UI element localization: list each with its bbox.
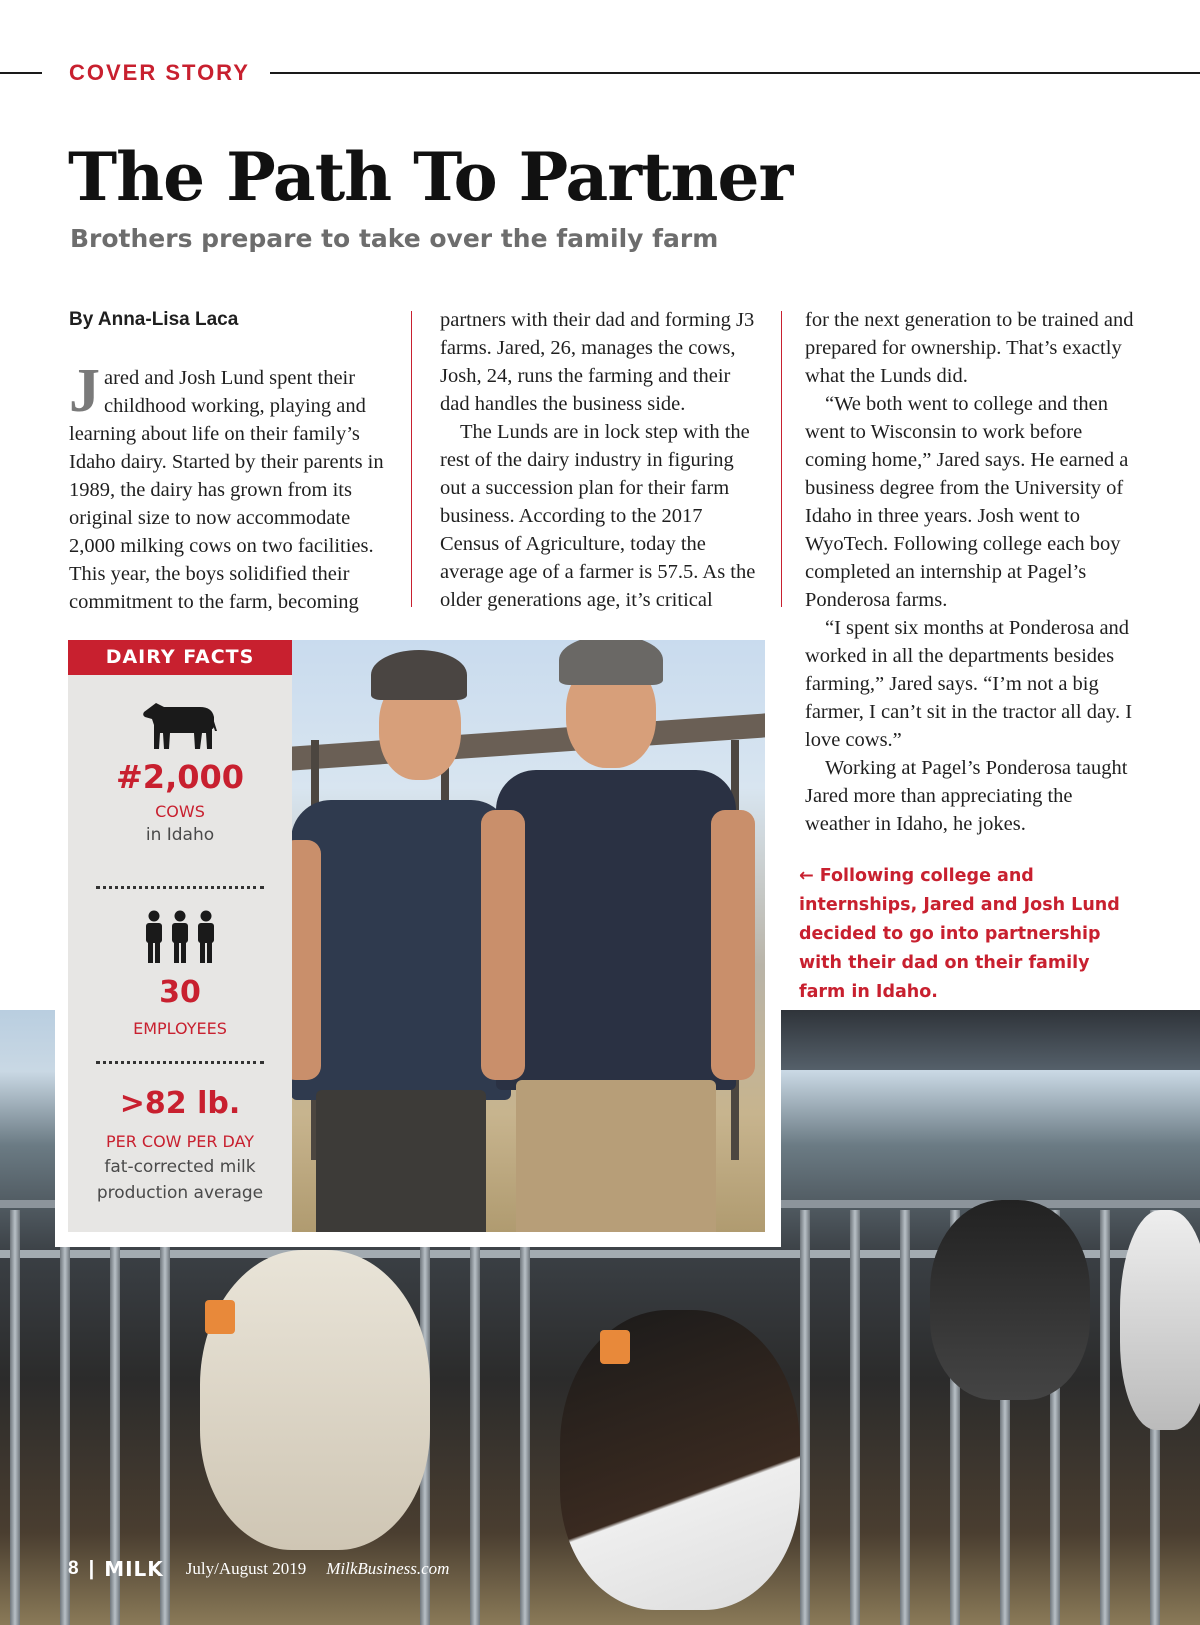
article-column-1 <box>69 306 387 616</box>
section-rule-right <box>270 72 1200 74</box>
section-rule-left <box>0 72 42 74</box>
stall-bar <box>850 1210 860 1625</box>
issue-date: July/August 2019 <box>185 1559 307 1578</box>
article-paragraph: Working at Pagel’s Ponderosa taught Jared more than appreciating the weather in Idaho, he jokes. <box>805 757 1128 835</box>
fact-employees-value: 30 <box>159 975 201 1010</box>
fact-divider <box>96 1061 264 1064</box>
article-subtitle: Brothers prepare to take over the family farm <box>70 224 719 253</box>
fact-cows-note: in Idaho <box>145 825 215 845</box>
people-icon <box>142 910 218 964</box>
section-label: COVER STORY <box>69 60 250 85</box>
column-divider <box>411 311 412 607</box>
fact-milk-note: fat-corrected milk <box>104 1157 256 1177</box>
drop-cap: J <box>69 357 100 425</box>
stall-bar <box>900 1210 910 1625</box>
article-column-3 <box>805 306 1140 838</box>
cow-head-black <box>560 1310 800 1610</box>
fact-divider <box>96 886 264 889</box>
stall-bar <box>10 1210 20 1625</box>
article-paragraph: “We both went to college and then went to Wisconsin to work before coming home,” Jared says. He earned a business degree from the University of Idaho in three years. Josh went to WyoTech. Following college each boy completed an internship at Pagel’s Ponderosa farms. <box>805 393 1129 611</box>
barn-roof <box>291 713 765 770</box>
article-paragraph: “I spent six months at Ponderosa and worked in all the departments besides farming,” Jared says. “I’m not a big farmer, I can’t sit in the tractor all day. I love cows.” <box>805 617 1133 751</box>
dairy-facts-header: DAIRY FACTS <box>68 640 292 675</box>
page-number: 8 <box>68 1558 79 1579</box>
lund-brothers-photo <box>291 640 765 1232</box>
column-divider <box>781 311 782 607</box>
fact-cows-unit: COWS <box>155 802 205 821</box>
ear-tag <box>205 1300 235 1334</box>
article-paragraph: for the next generation to be trained and prepared for ownership. That’s exactly what the Lunds did. <box>805 309 1134 387</box>
dairy-facts-panel <box>68 640 292 1232</box>
cow-head-white <box>200 1250 430 1550</box>
footer-separator: | <box>88 1557 95 1580</box>
stall-bar <box>470 1210 480 1625</box>
fact-milk-note: production average <box>96 1183 264 1203</box>
article-column-2 <box>440 306 765 614</box>
cow-icon <box>142 695 218 751</box>
cow-head-white <box>1120 1210 1200 1430</box>
stall-bar <box>1100 1210 1110 1625</box>
stall-bar <box>800 1210 810 1625</box>
website: MilkBusiness.com <box>326 1559 450 1578</box>
barn-roof <box>780 1010 1200 1070</box>
fact-cows-value: #2,000 <box>115 758 245 796</box>
fact-milk-unit: PER COW PER DAY <box>105 1132 255 1151</box>
ear-tag <box>600 1330 630 1364</box>
magazine-logo: MILK <box>104 1557 164 1581</box>
article-paragraph: The Lunds are in lock step with the rest of the dairy industry in figuring out a succession plan for their farm business. According to the 2017 Census of Agriculture, today the average age of a farmer is 57.5. As the older generations age, it’s critical <box>440 421 756 611</box>
article-title: The Path To Partner <box>68 138 793 216</box>
byline: By Anna-Lisa Laca <box>69 309 239 330</box>
fact-milk-value: >82 lb. <box>119 1086 241 1121</box>
fact-employees-unit: EMPLOYEES <box>133 1019 227 1038</box>
column-1-text: ared and Josh Lund spent their childhood working, playing and learning about life on their family’s Idaho dairy. Started by their parents in 1989, the dairy has grown from its original size to now accommodate 2,000 milking cows on two facilities. This year, the boys solidified their commitment to the farm, becoming <box>69 367 384 613</box>
article-paragraph <box>69 357 387 616</box>
photo-caption: ← Following college and internships, Jared and Josh Lund decided to go into partnership with their dad on their family farm in Idaho. <box>799 866 1120 1002</box>
page-footer <box>68 1555 449 1583</box>
cow-head-black <box>930 1200 1090 1400</box>
article-paragraph: partners with their dad and forming J3 farms. Jared, 26, manages the cows, Josh, 24, runs the farming and their dad handles the business side. <box>440 309 755 415</box>
stall-bar <box>520 1210 530 1625</box>
